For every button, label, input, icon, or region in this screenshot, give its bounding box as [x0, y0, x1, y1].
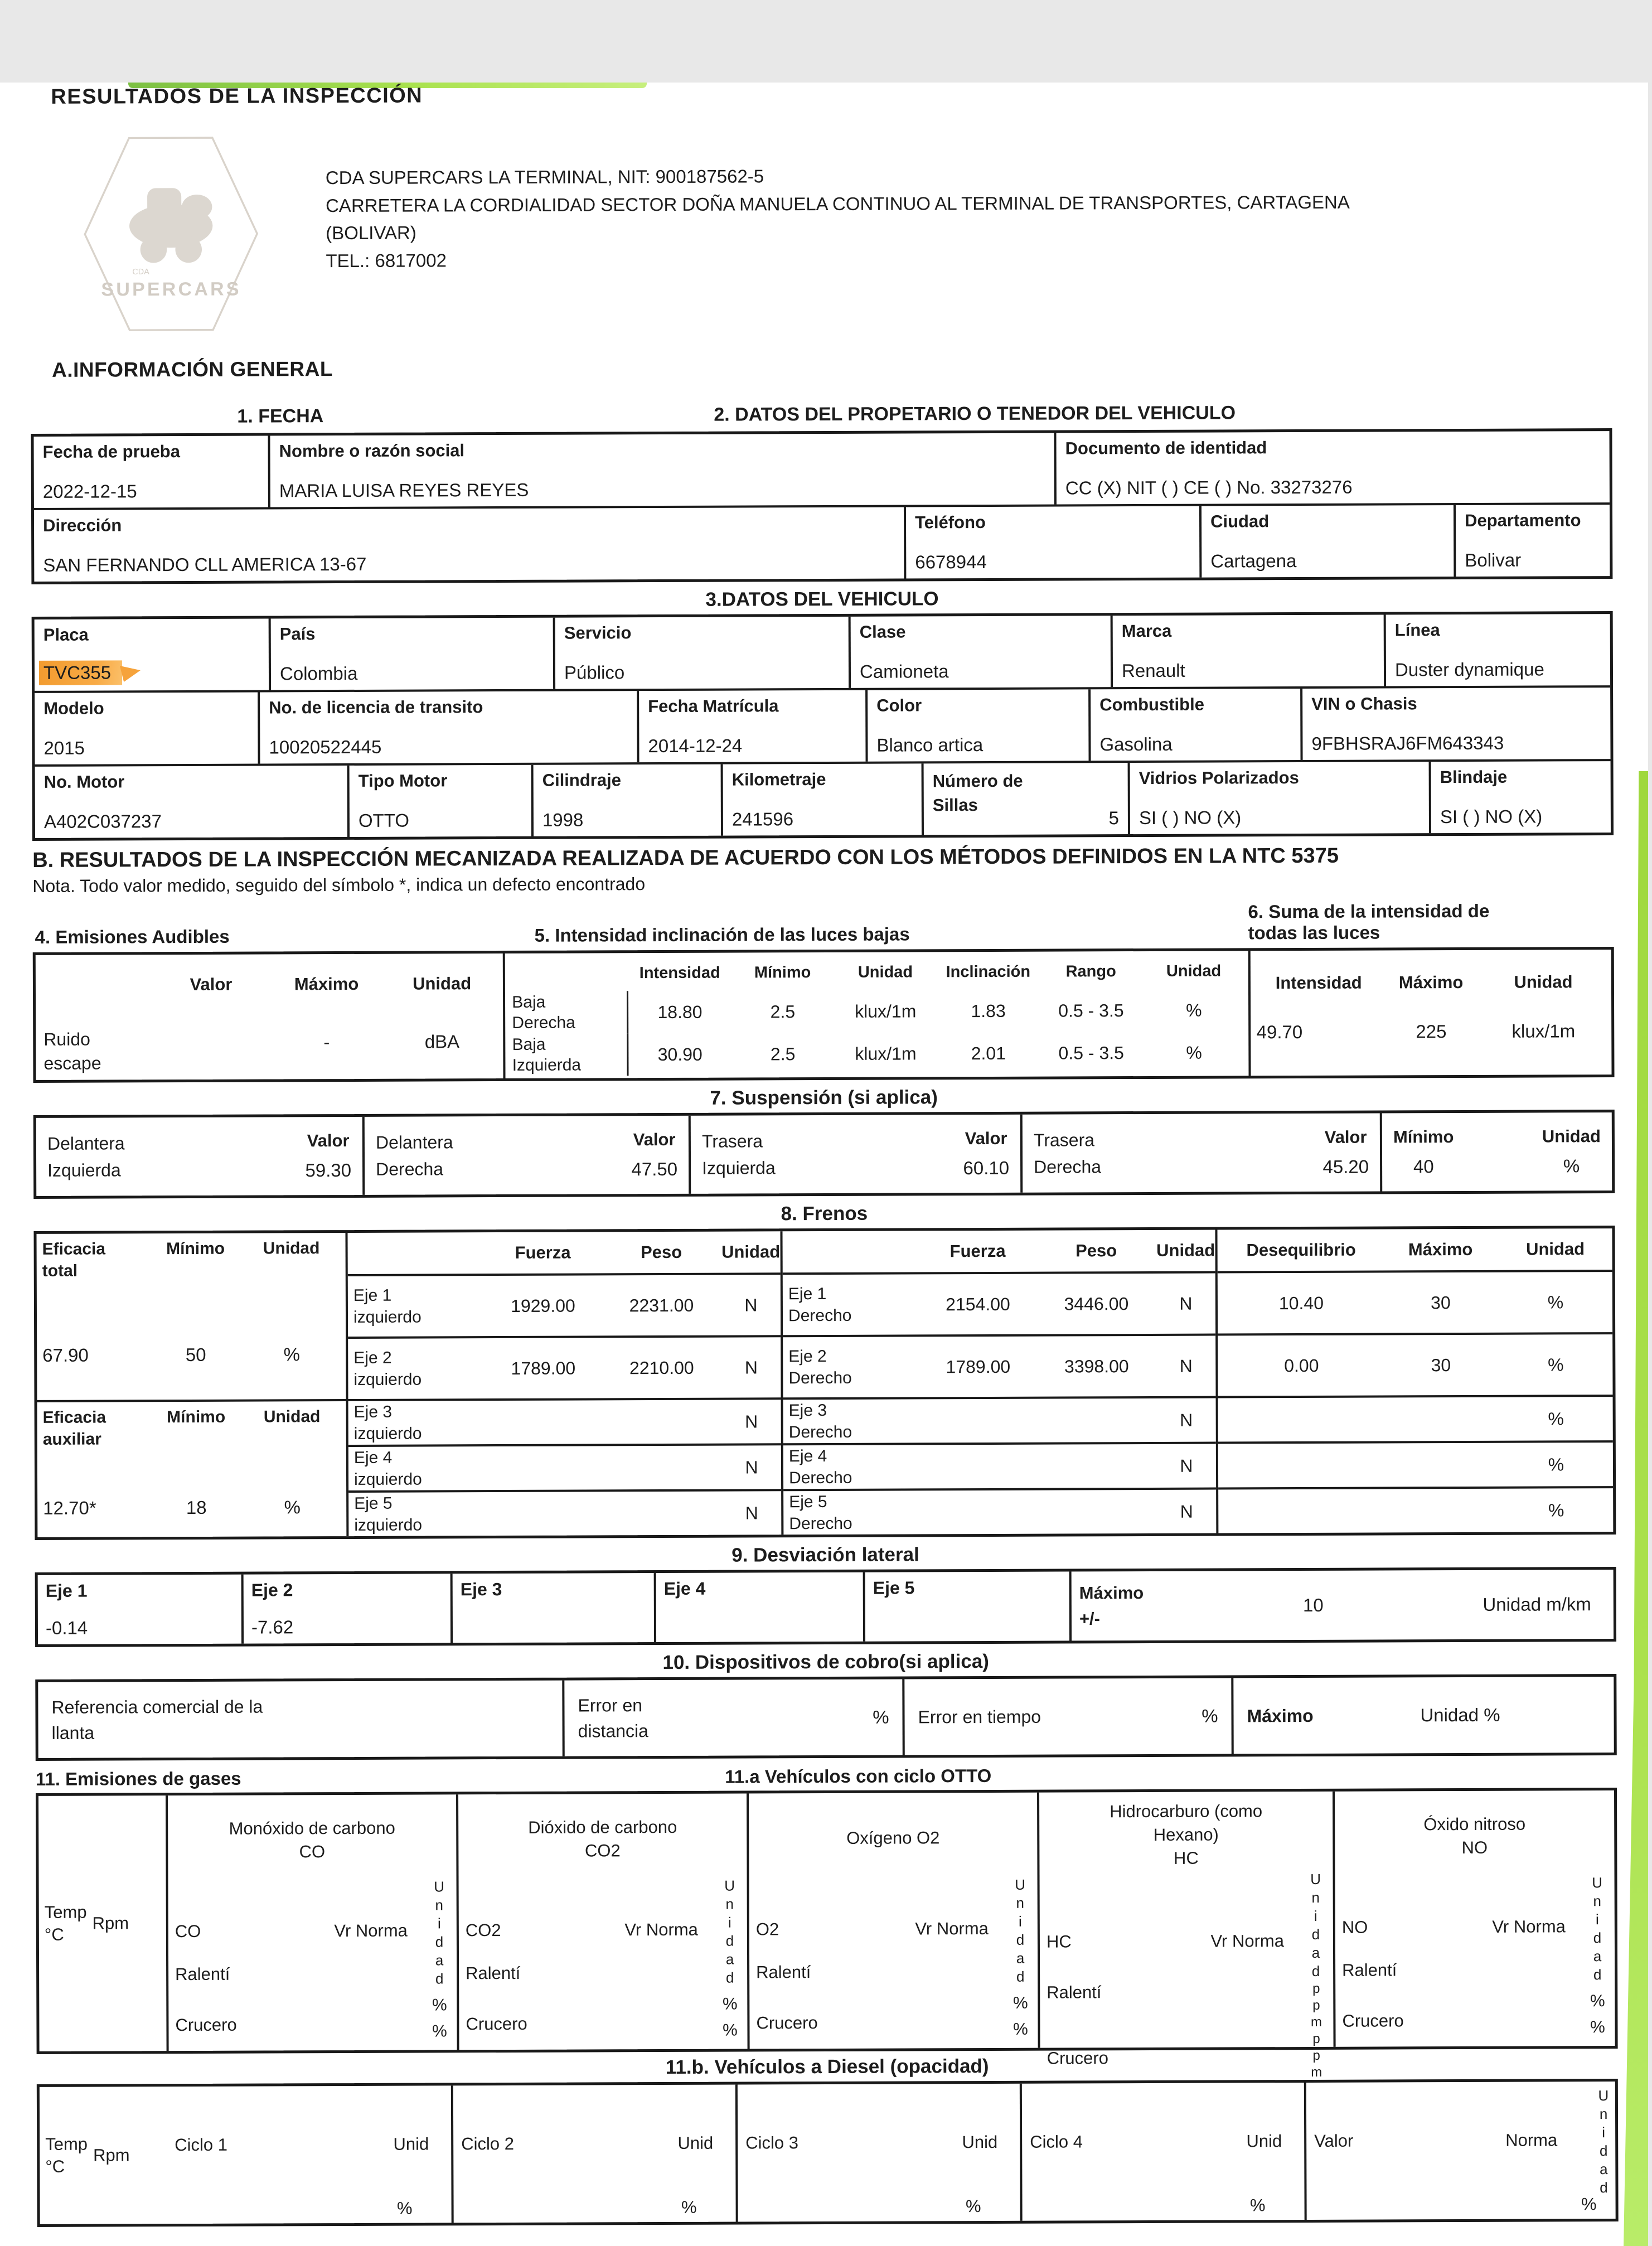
logo-supercars-text: SUPERCARS	[101, 278, 241, 301]
valor-norma-cell: Valor Norma Unidad %	[1304, 2082, 1616, 2220]
provider-line-name: CDA SUPERCARS LA TERMINAL, NIT: 900187562-5	[325, 166, 764, 188]
error-tiempo-cell: Error en tiempo %	[902, 1678, 1231, 1755]
cell-value: 225	[1416, 1021, 1447, 1042]
field-kilometraje	[721, 763, 922, 835]
suma-title-line2: todas las luces	[1248, 922, 1380, 943]
table-row	[36, 1112, 1612, 1196]
axle-row: Eje 1 Derecho 2154.00 3446.00 N	[783, 1271, 1215, 1335]
field-direccion	[34, 507, 904, 581]
field-ciudad	[1199, 505, 1454, 578]
cell-value: 2.5	[770, 1001, 796, 1022]
field-label: Departamento	[1464, 510, 1581, 530]
field-value: OTTO	[358, 810, 410, 831]
column-header: Unidad	[1166, 962, 1222, 980]
frenos-table	[33, 1226, 1616, 1540]
column-header: Rango	[1065, 962, 1116, 980]
desequilibrio-row: 0.00 30 %	[1218, 1332, 1612, 1396]
gases-title: 11. Emisiones de gases	[35, 1768, 241, 1789]
table-row	[38, 1677, 1614, 1758]
field-label: Ciudad	[1210, 511, 1270, 531]
field-value: MARIA LUISA REYES REYES	[279, 479, 529, 501]
suma-title	[1248, 900, 1614, 943]
table-row	[35, 614, 1610, 691]
inspection-document	[0, 83, 1648, 2246]
field-cilindraje	[531, 764, 721, 836]
field-vin	[1300, 688, 1610, 760]
vehicle-section-heading: 3.DATOS DEL VEHICULO	[705, 588, 939, 611]
supercars-logo	[64, 132, 279, 336]
sections-456-titles	[32, 900, 1614, 948]
table-row	[38, 1570, 1614, 1644]
section-a-heading: A.INFORMACIÓN GENERAL	[52, 357, 333, 381]
field-label: No. de licencia de transito	[269, 697, 483, 718]
axle-row: Eje 1 izquierdo 1929.00 2231.00 N	[348, 1272, 781, 1337]
axle-row: Eje 3 Derecho N	[783, 1396, 1216, 1444]
axle-row: Eje 4 izquierdo N	[348, 1443, 781, 1490]
field-label: Sillas	[932, 795, 978, 815]
field-motor	[35, 766, 347, 838]
row-label: Baja Derecha	[508, 991, 628, 1034]
cell-value: 2.01	[971, 1043, 1006, 1063]
field-value: Colombia	[279, 662, 358, 684]
diesel-heading: 11.b. Vehículos a Diesel (opacidad)	[665, 2055, 989, 2079]
axle-row: Eje 4 Derecho N	[783, 1442, 1216, 1489]
logo-cda-text: CDA	[132, 267, 149, 277]
field-label: Color	[876, 695, 922, 715]
field-clase	[849, 616, 1111, 688]
provider-header	[30, 127, 1612, 336]
frenos-right-block: Fuerza Peso Unidad Eje 1 Derecho 2154.00 3446.00 N Eje 2 Derecho 1789.00 3398.00 N Eje 3 Derecho N Eje 4 Derecho N Eje 5 Derecho N	[780, 1230, 1216, 1535]
field-linea	[1384, 614, 1610, 686]
diesel-table	[37, 2079, 1619, 2227]
cell-value: 2.5	[770, 1043, 796, 1064]
ciclo-cell: Ciclo 2 Unid %	[451, 2085, 736, 2223]
field-sillas	[922, 763, 1128, 835]
desviacion-limits-cell: Máximo +/- 10 Unidad m/km	[1069, 1570, 1614, 1640]
provider-line-region: (BOLIVAR)	[326, 222, 416, 244]
eje-cell: Eje 3	[450, 1573, 654, 1643]
field-value: SAN FERNANDO CLL AMERICA 13-67	[43, 553, 367, 575]
field-label: Kilometraje	[731, 769, 826, 790]
field-label: Línea	[1394, 620, 1440, 640]
field-combustible	[1088, 689, 1300, 761]
cell-value: %	[1186, 1042, 1202, 1063]
axle-row: Eje 2 izquierdo 1789.00 2210.00 N	[348, 1335, 781, 1399]
section-b-heading: B. RESULTADOS DE LA INSPECCIÓN MECANIZADA REALIZADA DE ACUERDO CON LOS MÉTODOS DEFINIDOS EN LA NTC 5375	[32, 844, 1339, 872]
field-value: CC (X) NIT ( ) CE ( ) No. 33273276	[1065, 476, 1353, 498]
field-label: Fecha de prueba	[42, 442, 181, 462]
axle-row: Eje 2 Derecho 1789.00 3398.00 N	[783, 1334, 1215, 1398]
cell-value: 0.5 - 3.5	[1058, 1042, 1124, 1063]
field-value: A402C037237	[43, 811, 162, 832]
vehicle-table	[32, 611, 1614, 841]
frenos-heading: 8. Frenos	[781, 1202, 868, 1225]
suma-title-line1: 6. Suma de la intensidad de	[1248, 900, 1490, 922]
field-modelo	[35, 693, 258, 764]
field-departamento	[1454, 505, 1610, 577]
field-value: Renault	[1121, 660, 1185, 681]
cell-value: 18.80	[657, 1001, 703, 1022]
field-pais	[269, 618, 553, 690]
field-label: VIN o Chasis	[1311, 694, 1417, 714]
table-row	[35, 685, 1610, 764]
field-label: Dirección	[42, 515, 122, 535]
column-header: Unidad	[1514, 972, 1573, 992]
provider-address-block	[326, 128, 1350, 335]
emisiones-audibles-panel	[36, 953, 503, 1080]
cell-value: -	[323, 1032, 330, 1053]
field-label: Modelo	[43, 698, 104, 718]
suspension-heading: 7. Suspensión (si aplica)	[710, 1086, 938, 1109]
table-row	[34, 431, 1610, 508]
field-value: 2022-12-15	[42, 481, 137, 502]
owner-title: 2. DATOS DEL PROPETARIO O TENEDOR DEL VEHICULO	[714, 402, 1236, 425]
gas-group-hc: Hidrocarburo (como Hexano) HC HC Vr Norma Ralentí Crucero Unidad ppm ppm	[1037, 1792, 1334, 2048]
desequilibrio-row: %	[1218, 1440, 1613, 1487]
eficacia-panel	[36, 1233, 346, 1537]
field-label: Vidrios Polarizados	[1139, 768, 1299, 788]
cell-value: 1.83	[971, 1000, 1006, 1021]
desviacion-table	[35, 1567, 1616, 1647]
field-value: Gasolina	[1099, 733, 1173, 755]
otto-title: 11.a Vehículos con ciclo OTTO	[725, 1765, 992, 1787]
provider-line-phone: TEL.: 6817002	[326, 249, 447, 271]
eje-cell: Eje 5	[863, 1571, 1069, 1641]
field-label: Marca	[1121, 621, 1172, 641]
field-nombre	[268, 433, 1054, 507]
field-value: 5	[1108, 807, 1119, 829]
ciclo-cell: Ciclo 3 Unid %	[735, 2084, 1020, 2222]
cell-value: %	[1185, 1000, 1202, 1020]
field-placa	[35, 618, 269, 690]
field-label: Cilindraje	[542, 770, 621, 790]
field-tipo-motor	[347, 765, 531, 837]
cell-value: klux/1m	[855, 1000, 917, 1022]
column-header: Máximo	[294, 974, 359, 994]
general-info-table	[31, 428, 1612, 584]
field-label: País	[279, 624, 316, 644]
field-telefono	[904, 506, 1199, 579]
cell-value: klux/1m	[855, 1043, 917, 1064]
table-row	[34, 502, 1610, 582]
field-label: Teléfono	[914, 512, 986, 533]
field-value: 1998	[542, 809, 584, 830]
dispositivos-table	[35, 1674, 1616, 1761]
referencia-cell: Referencia comercial de la llanta	[51, 1696, 263, 1743]
suspension-limits-cell: Mínimo 40 Unidad %	[1380, 1112, 1612, 1191]
suma-luces-panel	[1248, 950, 1611, 1076]
field-label: Fecha Matrícula	[648, 696, 779, 717]
gas-group-no: Óxido nitroso NO NO Vr Norma Ralentí Crucero Unidad % %	[1333, 1790, 1615, 2047]
cell-value: 49.70	[1256, 1022, 1303, 1043]
field-label: Servicio	[564, 623, 632, 643]
eje-cell: Eje 2 -7.62	[241, 1574, 450, 1643]
suspension-cell: Trasera Izquierda Valor 60.10	[689, 1115, 1020, 1194]
suspension-table	[33, 1110, 1615, 1199]
field-marca	[1111, 614, 1384, 687]
field-value: 241596	[731, 809, 794, 830]
row-label: Baja Izquierda	[508, 1033, 628, 1076]
field-value: Blanco artica	[876, 734, 984, 756]
field-blindaje	[1429, 761, 1611, 833]
suspension-cell: Delantera Derecha Valor 47.50	[362, 1116, 689, 1195]
column-header: Intensidad	[1275, 972, 1362, 993]
column-header: Intensidad	[639, 964, 720, 982]
field-label: Documento de identidad	[1065, 438, 1267, 458]
cell-value: 30.90	[657, 1044, 703, 1064]
desequilibrio-row: %	[1218, 1395, 1613, 1441]
column-header: Valor	[190, 974, 232, 994]
field-color	[865, 689, 1088, 761]
column-header: Inclinación	[946, 962, 1031, 981]
column-header: Unidad	[413, 974, 472, 994]
cell-value: dBA	[424, 1031, 460, 1052]
audibles-title: 4. Emisiones Audibles	[35, 926, 230, 947]
audibles-luces-table	[33, 947, 1615, 1083]
desviacion-heading: 9. Desviación lateral	[731, 1543, 919, 1566]
maximo-cell: Máximo Unidad %	[1231, 1677, 1614, 1754]
field-value: 6678944	[915, 551, 987, 573]
field-matricula	[637, 690, 865, 762]
field-vidrios	[1128, 762, 1429, 834]
suspension-cell: Trasera Derecha Valor 45.20	[1020, 1114, 1380, 1193]
luces-title: 5. Intensidad inclinación de las luces bajas	[534, 923, 910, 946]
field-value: Público	[564, 662, 625, 683]
field-label: Placa	[43, 625, 89, 645]
field-value: 2014-12-24	[648, 735, 743, 757]
field-value: Duster dynamique	[1394, 659, 1544, 680]
suspension-cell: Delantera Izquierda Valor 59.30	[47, 1130, 352, 1181]
field-label: Blindaje	[1440, 767, 1508, 787]
field-value: 10020522445	[269, 736, 382, 758]
axle-row: Eje 5 Derecho N	[783, 1488, 1216, 1535]
section-b-note: Nota. Todo valor medido, seguido del símbolo *, indica un defecto encontrado	[32, 874, 646, 896]
desequilibrio-row: %	[1218, 1486, 1613, 1533]
fecha-title: 1. FECHA	[237, 405, 324, 427]
field-label: No. Motor	[43, 772, 125, 792]
field-value: 9FBHSRAJ6FM643343	[1311, 732, 1504, 754]
cell-value	[153, 1042, 269, 1043]
column-header: Unidad	[858, 962, 913, 981]
desequilibrio-row: 10.40 30 %	[1218, 1270, 1612, 1333]
field-licencia	[258, 691, 637, 763]
frenos-left-block: Fuerza Peso Unidad Eje 1 izquierdo 1929.00 2231.00 N Eje 2 izquierdo 1789.00 2210.00 N Eje 3 izquierdo N Eje 4 izquierdo N Eje 5 izquierdo N	[345, 1231, 781, 1536]
section-a-subheadings	[31, 401, 1612, 428]
placa-highlight: TVC355	[39, 660, 122, 685]
dispositivos-heading: 10. Dispositivos de cobro(si aplica)	[662, 1650, 989, 1674]
error-distancia-cell: Error en distancia %	[562, 1679, 902, 1756]
field-documento	[1054, 431, 1609, 504]
field-value: SI ( ) NO (X)	[1139, 807, 1242, 829]
field-label: Combustible	[1099, 694, 1204, 715]
field-value: SI ( ) NO (X)	[1440, 806, 1543, 827]
ciclo-cell: Ciclo 1 Unid %	[175, 2134, 429, 2218]
gas-group-o2: Oxígeno O2 O2 Vr Norma Ralentí Crucero Unidad % %	[747, 1793, 1038, 2049]
axle-row: Eje 3 izquierdo N	[348, 1397, 781, 1445]
eje-cell: Eje 4	[654, 1572, 863, 1642]
eficacia-total: Eficacia total Mínimo Unidad 67.90 50 %	[42, 1239, 320, 1366]
column-header: Mínimo	[754, 963, 811, 981]
cell-value: klux/1m	[1511, 1020, 1576, 1042]
field-label: Tipo Motor	[358, 771, 448, 791]
field-label: Número de	[932, 771, 1023, 791]
gas-group-co2: Dióxido de carbono CO2 CO2 Vr Norma Ralentí Crucero Unidad % %	[456, 1793, 748, 2050]
car-illustration	[129, 188, 213, 263]
field-label: Nombre o razón social	[279, 441, 465, 461]
temp-rpm-cell: Temp °C Rpm	[44, 1902, 129, 1944]
luces-bajas-panel	[503, 951, 1249, 1078]
field-servicio	[553, 617, 849, 689]
table-row	[35, 759, 1611, 838]
eje-cell: Eje 1 -0.14	[45, 1580, 88, 1638]
ciclo-cell: Ciclo 4 Unid %	[1020, 2083, 1305, 2221]
field-value: Cartagena	[1210, 550, 1297, 572]
field-value: 2015	[43, 737, 85, 758]
temp-rpm-cell: Temp °C Rpm	[45, 2134, 130, 2176]
eficacia-auxiliar: Eficacia auxiliar Mínimo Unidad 12.70* 18 %	[37, 1399, 347, 1537]
gas-group-co: Monóxido de carbono CO CO Vr Norma Ralentí Crucero Unidad % %	[166, 1794, 457, 2051]
field-label: Clase	[859, 622, 906, 642]
row-label: Ruido escape	[43, 1029, 101, 1073]
provider-line-address: CARRETERA LA CORDIALIDAD SECTOR DOÑA MANUELA CONTINUO AL TERMINAL DE TRANSPORTES, CARTAGENA	[325, 191, 1350, 216]
page-title: RESULTADOS DE LA INSPECCIÓN	[51, 84, 423, 109]
desequilibrio-block: Desequilibrio Máximo Unidad 10.40 30 % 0.00 30 % % % %	[1215, 1228, 1613, 1533]
field-value: Bolivar	[1465, 549, 1522, 570]
column-header: Máximo	[1398, 972, 1464, 993]
field-fecha-prueba	[34, 435, 268, 507]
cell-value: 0.5 - 3.5	[1058, 1000, 1124, 1021]
axle-row: Eje 5 izquierdo N	[348, 1489, 781, 1536]
field-value: Camioneta	[859, 661, 949, 682]
